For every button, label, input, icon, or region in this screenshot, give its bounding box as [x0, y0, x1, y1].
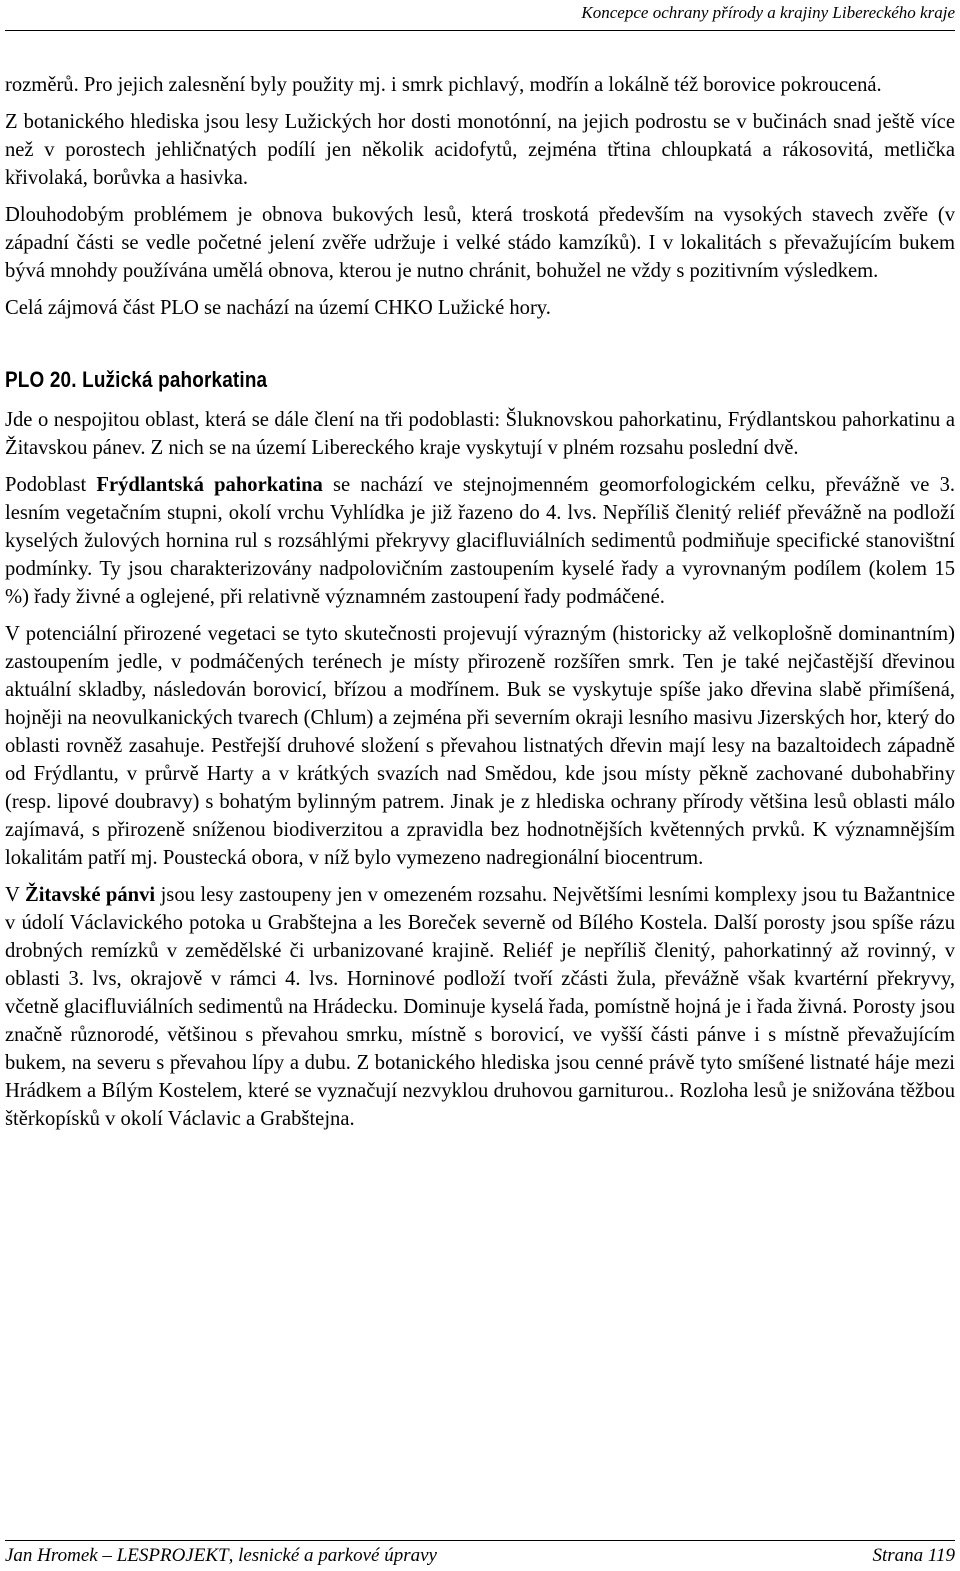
- page-number: Strana 119: [872, 1545, 955, 1566]
- paragraph-8: [5, 881, 955, 1133]
- running-header: Koncepce ochrany přírody a krajiny Libereckého kraje: [581, 3, 955, 22]
- p6-term: Frýdlantská pahorkatina: [96, 474, 323, 496]
- paragraph-7: V potenciální přirozené vegetaci se tyto skutečnosti projevují výrazným (historicky až velkoplošně dominantním) zastoupením jedle, v podmáčených terénech je místy přirozeně rozšířen smrk. Ten je také nejčastější dřevinou aktuální skladby, následován borovicí, břízou a modřínem. Buk se vyskytuje spíše jako dřevina slabě přimíšená, hojněji na neovulkanických tvarech (Chlum) a zejména při severním okraji lesního masivu Jizerských hor, který do oblasti rovněž zasahuje. Pestřejší druhové složení s převahou listnatých dřevin mají lesy na bazaltoidech západně od Frýdlantu, v průrvě Harty a v krátkých svazích nad Smědou, kde jsou místy pěkně zachované dubohabřiny (resp. lipové doubravy) s bohatým bylinným patrem. Jinak je z hlediska ochrany přírody většina lesů oblasti málo zajímavá, s přirozeně sníženou biodiverzitou a zpravidla bez hodnotnějších květenných prvků. K významnějším lokalitám patří mj. Poustecká obora, v níž bylo vymezeno nadregionální biocentrum.: [5, 623, 955, 869]
- footer-author: [5, 1545, 437, 1567]
- paragraph-6: [5, 471, 955, 611]
- paragraph-3: Dlouhodobým problémem je obnova bukových lesů, která troskotá především na vysokých stavech zvěře (v západní části se vedle početné jelení zvěře udržuje i velké stádo kamzíků). I v lokalitách s převažujícím bukem bývá mnohdy používána umělá obnova, kterou je nutno chránit, bohužel ne vždy s pozitivním výsledkem.: [5, 204, 955, 282]
- footer-company: LESPROJEKT: [116, 1545, 229, 1566]
- paragraph-2: Z botanického hlediska jsou lesy Lužických hor dosti monotónní, na jejich podrostu se v bučinách snad ještě více než v porostech jehličnatých podílí jen několik acidofytů, zejména třtina chloupkatá a rákosovitá, metlička křivolaká, borůvka a hasivka.: [5, 111, 955, 189]
- p8-intro: V: [5, 884, 25, 906]
- page-body: [5, 71, 955, 1142]
- paragraph-5: Jde o nespojitou oblast, která se dále člení na tři podoblasti: Šluknovskou pahorkatinu, Frýdlantskou pahorkatinu a Žitavskou pánev. Z nich se na území Libereckého kraje vyskytují v plném rozsahu poslední dvě.: [5, 409, 955, 459]
- paragraph-1: rozměrů. Pro jejich zalesnění byly použity mj. i smrk pichlavý, modřín a lokálně též borovice pokroucená.: [5, 74, 882, 96]
- footer-author-suffix: , lesnické a parkové úpravy: [228, 1545, 437, 1566]
- p6-rest: se nachází ve stejnojmenném geomorfologickém celku, převážně ve 3. lesním vegetačním stupni, okolí vrchu Vyhlídka je již řazeno do 4. lvs. Nepříliš členitý reliéf převážně na podloží kyselých žulových hornina rul s rozsáhlými překryvy glacifluviálních sedimentů podmiňuje specifické stanovištní podmínky. Ty jsou charakterizovány nadpolovičním zastoupením kyselé řady a vyrovnaným podílem (kolem 15 %) řady živné a oglejené, při relativně významném zastoupení řady podmáčené.: [5, 474, 956, 608]
- p6-intro: Podoblast: [5, 474, 97, 496]
- footer-rule: [5, 1540, 955, 1541]
- header-rule: [5, 30, 955, 31]
- p8-term: Žitavské pánvi: [24, 884, 156, 906]
- section-heading: PLO 20. Lužická pahorkatina: [5, 367, 268, 392]
- paragraph-4: Celá zájmová část PLO se nachází na území CHKO Lužické hory.: [5, 297, 551, 319]
- p8-rest: jsou lesy zastoupeny jen v omezeném rozsahu. Největšími lesními komplexy jsou tu Bažantnice v údolí Václavického potoka u Grabštejna a les Boreček severně od Bílého Kostela. Další porosty jsou spíše rázu drobných remízků v zemědělské či urbanizované krajině. Reliéf je nepříliš členitý, pahorkatinný až rovinný, v oblasti 3. lvs, okrajově v rámci 4. lvs. Horninové podloží tvoří zčásti žula, převážně však kvartérní překryvy, včetně glacifluviálních sedimentů na Hrádecku. Dominuje kyselá řada, pomístně hojná je i řada živná. Porosty jsou značně různorodé, většinou s převahou smrku, místně s borovicí, ve vyšší části pánve i s místně převažujícím bukem, na severu s převahou lípy a dubu. Z botanického hlediska jsou cenné právě tyto smíšené listnaté háje mezi Hrádkem a Bílým Kostelem, které se vyznačují nezvyklou druhovou garniturou.. Rozloha lesů je snižována těžbou štěrkopísků v okolí Václavic a Grabštejna.: [5, 884, 956, 1130]
- footer-author-prefix: Jan Hromek –: [5, 1545, 117, 1566]
